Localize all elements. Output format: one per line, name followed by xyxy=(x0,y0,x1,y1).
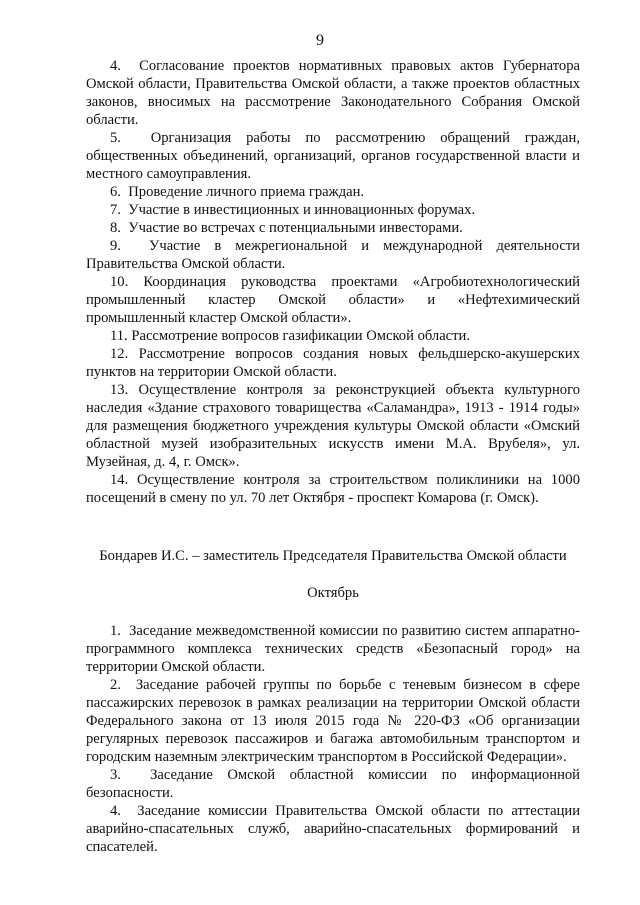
list-item: 3. Заседание Омской областной комиссии по информационной безопасности. xyxy=(86,767,580,801)
list-item: 13. Осуществление контроля за реконструкцией объекта культурного наследия «Здание страхового товарищества «Саламандра», 1913 - 1914 годы» для размещения бюджетного учреждения культуры Омской области «Омский областной музей изобразительных искусств имени М.А. Врубеля», ул. Музейная, д. 4, г. Омск». xyxy=(86,382,580,470)
list-item: 10. Координация руководства проектами «Агробиотехнологический промышленный кластер Омской области» и «Нефтехимический промышленный кластер Омской области». xyxy=(86,274,580,326)
list-item: 2. Заседание рабочей группы по борьбе с теневым бизнесом в сфере пассажирских перевозок в рамках реализации на территории Омской области Федерального закона от 13 июля 2015 года № 220-ФЗ «Об организации регулярных перевозок пассажиров и багажа автомобильным транспортом и городским наземным электрическим транспортом в Российской Федерации». xyxy=(86,677,580,765)
list-item: 4. Заседание комиссии Правительства Омской области по аттестации аварийно-спасательных служб, аварийно-спасательных формирований и спасателей. xyxy=(86,803,580,855)
list-item: 11. Рассмотрение вопросов газификации Омской области. xyxy=(110,328,470,344)
list-item: 4. Согласование проектов нормативных правовых актов Губернатора Омской области, Правительства Омской области, а также проектов областных законов, вносимых на рассмотрение Законодательного Собрания Омской области. xyxy=(86,58,580,128)
list-item: 8. Участие во встречах с потенциальными инвесторами. xyxy=(110,220,463,236)
list-item: 14. Осуществление контроля за строительством поликлиники на 1000 посещений в смену по ул. 70 лет Октября - проспект Комарова (г. Омск). xyxy=(86,472,580,506)
list-item: 12. Рассмотрение вопросов создания новых фельдшерско-акушерских пунктов на территории Омской области. xyxy=(86,346,580,380)
list-item: 5. Организация работы по рассмотрению обращений граждан, общественных объединений, организаций, органов государственной власти и местного самоуправления. xyxy=(86,130,580,182)
section-heading-official: Бондарев И.С. – заместитель Председателя Правительства Омской области xyxy=(99,548,567,564)
list-item: 1. Заседание межведомственной комиссии по развитию систем аппаратно-программного комплекса технических средств «Безопасный город» на территории Омской области. xyxy=(86,623,580,675)
list-item: 6. Проведение личного приема граждан. xyxy=(110,184,365,200)
list-item: 7. Участие в инвестиционных и инновационных форумах. xyxy=(110,202,476,218)
page-number: 9 xyxy=(316,32,324,49)
list-item: 9. Участие в межрегиональной и международной деятельности Правительства Омской области. xyxy=(86,238,580,272)
month-heading: Октябрь xyxy=(307,585,359,601)
task-list-october xyxy=(86,622,580,856)
task-list-top xyxy=(86,57,580,507)
